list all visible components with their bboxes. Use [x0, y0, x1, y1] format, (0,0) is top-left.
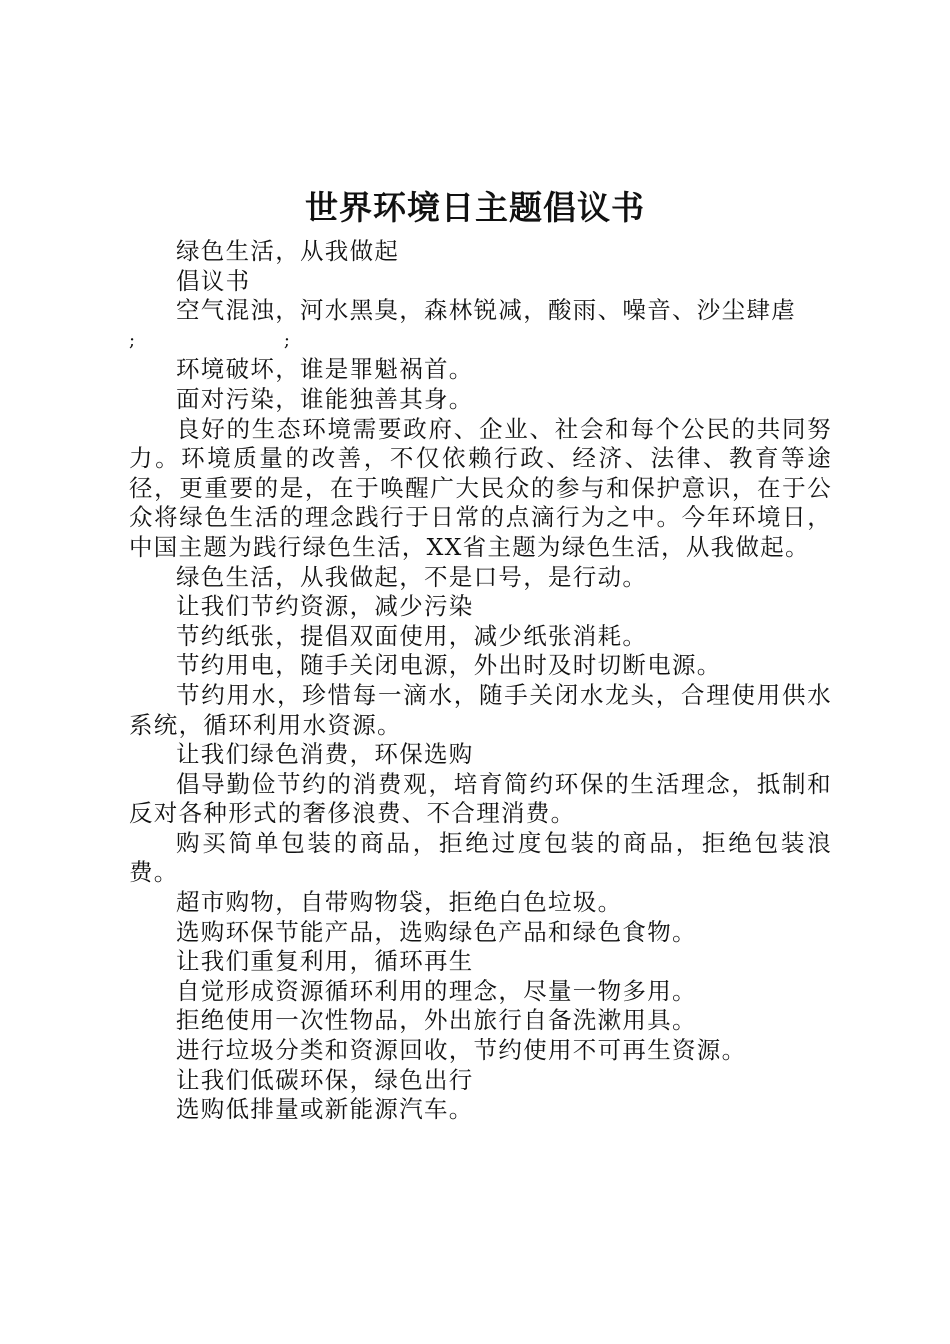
paragraph: 绿色生活，从我做起，不是口号，是行动。	[176, 562, 648, 591]
paragraph: 节约用水，珍惜每一滴水，随手关闭水龙头，合理使用供水系统，循环利用水资源。	[129, 680, 832, 739]
paragraph: 倡议书	[176, 266, 251, 295]
paragraph: 良好的生态环境需要政府、企业、社会和每个公民的共同努力。环境质量的改善，不仅依赖行政、经济、法律、教育等途径，更重要的是，在于唤醒广大民众的参与和保护意识，在于公众将绿色生活的理念践行于日常的点滴行为之中。今年环境日，中国主题为践行绿色生活，XX省主题为绿色生活，从我做起。	[129, 414, 832, 561]
document-title: 世界环境日主题倡议书	[305, 188, 645, 227]
paragraph: 绿色生活，从我做起	[176, 237, 400, 265]
section-heading: 让我们节约资源，减少污染	[176, 592, 474, 621]
paragraph: 进行垃圾分类和资源回收，节约使用不可再生资源。	[176, 1036, 747, 1065]
paragraph: 环境破坏，谁是罪魁祸首。	[176, 355, 474, 384]
paragraph: 拒绝使用一次性物品，外出旅行自备洗漱用具。	[176, 1006, 697, 1035]
paragraph: 空气混浊，河水黑臭，森林锐减，酸雨、噪音、沙尘肆虐	[176, 296, 796, 325]
paragraph: 选购低排量或新能源汽车。	[176, 1095, 474, 1124]
paragraph: 购买简单包装的商品，拒绝过度包装的商品，拒绝包装浪费。	[129, 828, 832, 887]
document-body	[129, 237, 832, 1125]
paragraph: 节约用电，随手关闭电源，外出时及时切断电源。	[176, 651, 722, 680]
paragraph: 选购环保节能产品，选购绿色产品和绿色食物。	[176, 917, 697, 946]
section-heading: 让我们绿色消费，环保选购	[176, 740, 474, 769]
section-heading: 让我们低碳环保，绿色出行	[176, 1065, 474, 1094]
paragraph: 超市购物，自带购物袋，拒绝白色垃圾。	[176, 888, 623, 917]
section-heading: 让我们重复利用，循环再生	[176, 947, 474, 976]
paragraph: 节约纸张，提倡双面使用，减少纸张消耗。	[176, 621, 648, 650]
paragraph: 自觉形成资源循环利用的理念，尽量一物多用。	[176, 976, 697, 1005]
semicolon-line: ; ;	[129, 329, 290, 351]
paragraph: 面对污染，谁能独善其身。	[176, 384, 474, 413]
paragraph: 倡导勤俭节约的消费观，培育简约环保的生活理念，抵制和反对各种形式的奢侈浪费、不合理消费。	[129, 769, 832, 828]
